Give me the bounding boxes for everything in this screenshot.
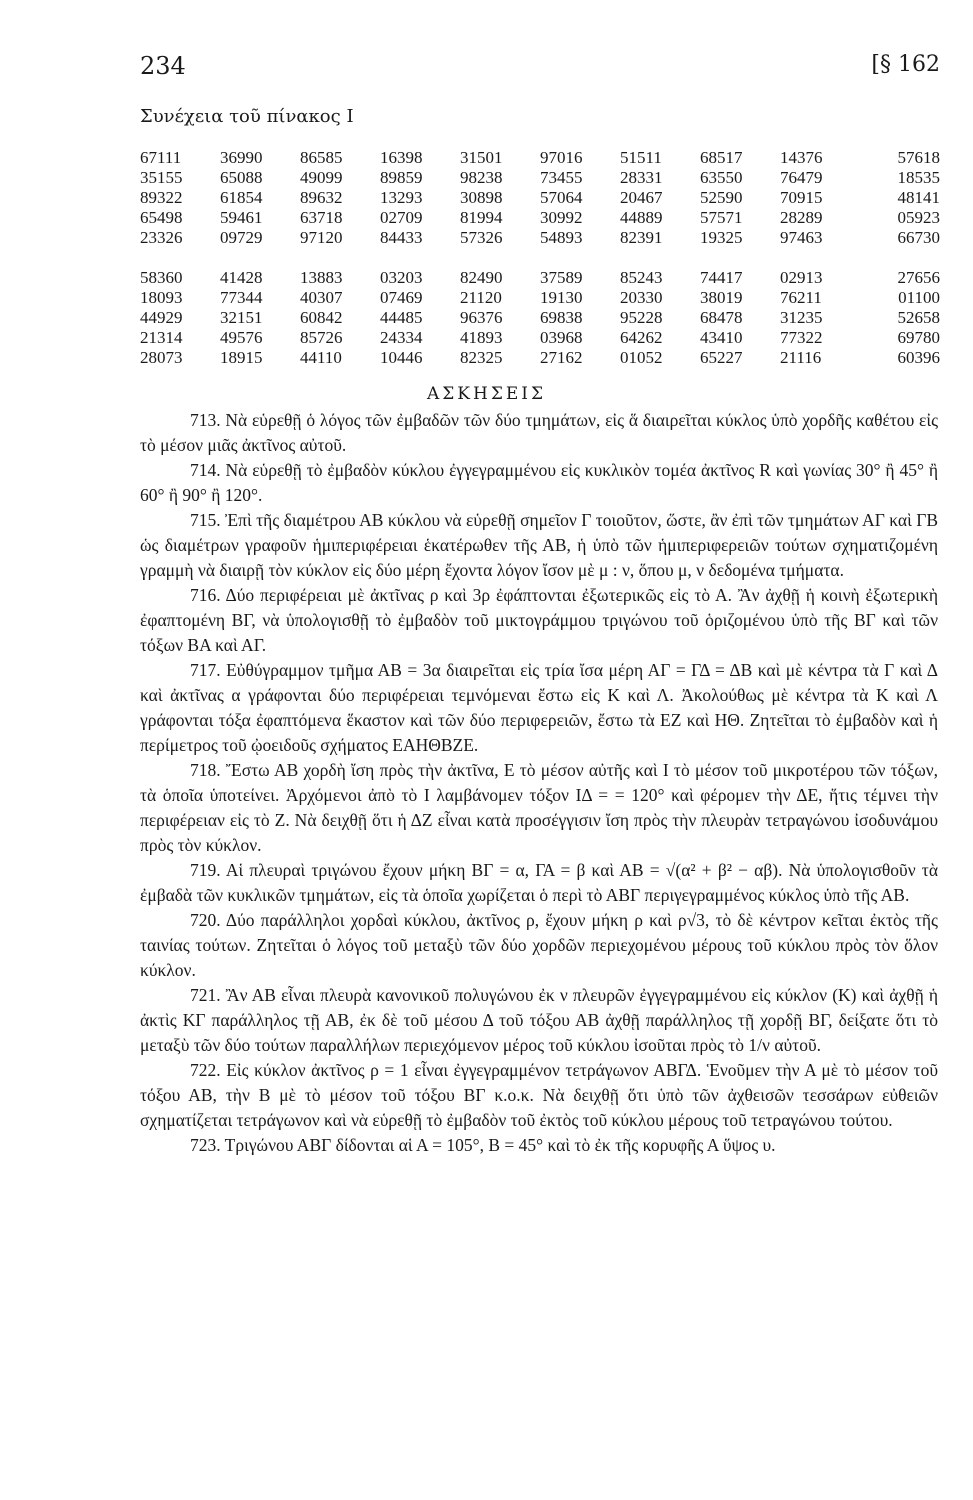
table-cell: 20467 [620,188,663,207]
table-cell: 51511 [620,148,662,167]
table-cell: 43410 [700,328,743,347]
exercise-721: 721. Ἂν ΑΒ εἶναι πλευρὰ κανονικοῦ πολυγώνου ἐκ ν πλευρῶν ἐγγεγραμμένου εἰς κύκλον (Κ) καὶ ἀχθῇ ἡ ἀκτὶς ΚΓ παράλληλος τῇ ΑΒ, ἐκ δὲ τοῦ μέσου Δ τοῦ τόξου ΑΒ ἀχθῇ παράλληλος τῇ χορδῇ ΒΓ, δείξατε ὅτι τὸ μεταξὺ τῶν δύο τούτων παραλλήλων περιεχόμενον μέρος τοῦ κύκλου ἰσοῦται πρὸς τὸ 1/ν αὐτοῦ. [140,985,938,1055]
table-cell: 89859 [380,168,423,187]
table-cell: 36990 [220,148,263,167]
table-cell: 14376 [780,148,823,167]
table-cell: 27162 [540,348,583,367]
table-cell: 84433 [380,228,423,247]
table-cell: 95228 [620,308,663,327]
table-cell: 60396 [897,348,940,367]
table-cell: 02913 [780,268,823,287]
table-cell: 18535 [897,168,940,187]
table-cell: 02709 [380,208,423,227]
table-cell: 69838 [540,308,583,327]
table-cell: 16398 [380,148,423,167]
table-cell: 31235 [780,308,823,327]
table-cell: 68517 [700,148,743,167]
table-cell: 13883 [300,268,343,287]
table-cell: 65498 [140,208,183,227]
table-cell: 73455 [540,168,583,187]
table-cell: 65088 [220,168,263,187]
table-cell: 57618 [897,148,940,167]
table-cell: 01052 [620,348,663,367]
table-cell: 85243 [620,268,663,287]
random-number-table-block-2 [140,268,940,368]
table-cell: 54893 [540,228,583,247]
table-cell: 35155 [140,168,183,187]
table-cell: 18915 [220,348,263,367]
table-cell: 13293 [380,188,423,207]
table-cell: 82490 [460,268,503,287]
table-cell: 65227 [700,348,743,367]
table-cell: 19325 [700,228,743,247]
table-cell: 31501 [460,148,503,167]
table-cell: 82391 [620,228,663,247]
table-cell: 57571 [700,208,743,227]
table-cell: 89632 [300,188,343,207]
table-row [140,328,940,348]
exercise-720: 720. Δύο παράλληλοι χορδαὶ κύκλου, ἀκτῖνος ρ, ἔχουν μήκη ρ καὶ ρ√3, τὸ δὲ κέντρον κεῖται ἐκτὸς τῆς ταινίας τούτων. Ζητεῖται ὁ λόγος τοῦ μεταξὺ τῶν δύο χορδῶν περιεχομένου μέρους τοῦ κύκλου πρὸς τὸν ὅλον κύκλον. [140,910,938,980]
table-row [140,208,940,228]
exercise-719: 719. Αἱ πλευραὶ τριγώνου ἔχουν μήκη ΒΓ = α, ΓΑ = β καὶ ΑΒ = √(α² + β² − αβ). Νὰ ὑπολογισθοῦν τὰ ἐμβαδὰ τῶν κυκλικῶν τμημάτων, εἰς τὰ ὁποῖα χωρίζεται ὁ περὶ τὸ ΑΒΓ περιγεγραμμένος κύκλος ὑπὸ τῆς ΑΒ. [140,860,938,905]
exercises-list [140,408,938,1158]
table-cell: 28331 [620,168,663,187]
exercise-722: 722. Εἰς κύκλον ἀκτῖνος ρ = 1 εἶναι ἐγγεγραμμένον τετράγωνον ΑΒΓΔ. Ἑνοῦμεν τὴν Α μὲ τὸ μέσον τοῦ τόξου ΑΒ, τὴν Β μὲ τὸ μέσον τοῦ τόξου ΒΓ κ.ο.κ. Νὰ δειχθῇ ὅτι ὑπὸ τῶν ἀχθεισῶν τεσσάρων εὐθειῶν σχηματίζεται τετράγωνον καὶ νὰ εὑρεθῇ τὸ ἐμβαδὸν τοῦ ἐκτὸς τοῦ κύκλου μέρους τοῦ τετραγώνου τούτου. [140,1060,938,1130]
table-cell: 96376 [460,308,503,327]
exercise-723: 723. Τριγώνου ΑΒΓ δίδονται αἱ Α = 105°, Β = 45° καὶ τὸ ἐκ τῆς κορυφῆς Α ὕψος υ. [190,1135,776,1155]
table-cell: 77344 [220,288,263,307]
table-cell: 49576 [220,328,263,347]
table-title: Συνέχεια τοῦ πίνακος I [140,106,354,127]
table-cell: 63718 [300,208,343,227]
table-cell: 52658 [897,308,940,327]
table-cell: 58360 [140,268,183,287]
table-cell: 10446 [380,348,423,367]
table-row [140,268,940,288]
table-cell: 69780 [897,328,940,347]
exercises-heading: ΑΣΚΗΣΕΙΣ [427,384,546,404]
table-cell: 63550 [700,168,743,187]
exercise-717: 717. Εὐθύγραμμον τμῆμα ΑΒ = 3α διαιρεῖται εἰς τρία ἴσα μέρη ΑΓ = ΓΔ = ΔΒ καὶ μὲ κέντρα τὰ Γ καὶ Δ καὶ ἀκτῖνας α γράφονται δύο περιφέρειαι τεμνόμεναι ἔστω εἰς Κ καὶ Λ. Ἀκολούθως μὲ κέντρα τὰ Κ καὶ Λ γράφονται τόξα ἐφαπτόμενα ἕκαστον καὶ τῶν δύο περιφερειῶν, ἔστω τὰ ΕΖ καὶ ΗΘ. Ζητεῖται τὸ ἐμβαδὸν καὶ ἡ περίμετρος τοῦ ᾠοειδοῦς σχήματος ΕΑΗΘΒΖΕ. [140,660,938,755]
table-cell: 81994 [460,208,503,227]
table-row [140,348,940,368]
page-number: 234 [140,52,186,80]
table-cell: 32151 [220,308,263,327]
table-cell: 30992 [540,208,583,227]
section-marker: [§ 162 [871,52,940,77]
table-cell: 09729 [220,228,263,247]
exercise-718: 718. Ἔστω ΑΒ χορδὴ ἴση πρὸς τὴν ἀκτῖνα, Ε τὸ μέσον αὐτῆς καὶ Ι τὸ μέσον τοῦ μικροτέρου τῶν τόξων, τὰ ὁποῖα ὑποτείνει. Ἀρχόμενοι ἀπὸ τὸ Ι λαμβάνομεν τόξον ΙΔ = = 120° καὶ φέρομεν τὴν ΔΕ, ἥτις τέμνει τὴν περιφέρειαν εἰς τὸ Ζ. Νὰ δειχθῇ ὅτι ἡ ΔΖ εἶναι κατὰ προσέγγισιν ἴση πρὸς τὴν πλευρὰν τετραγώνου ἰσοδυνάμου πρὸς τὸν κύκλον. [140,760,938,855]
table-cell: 68478 [700,308,743,327]
table-cell: 24334 [380,328,423,347]
table-row [140,228,940,248]
table-cell: 03968 [540,328,583,347]
table-cell: 57064 [540,188,583,207]
table-cell: 44889 [620,208,663,227]
table-cell: 76211 [780,288,822,307]
table-cell: 28073 [140,348,183,367]
exercise-714: 714. Νὰ εὑρεθῇ τὸ ἐμβαδὸν κύκλου ἐγγεγραμμένου εἰς κυκλικὸν τομέα ἀκτῖνος R καὶ γωνίας 30° ἢ 45° ἢ 60° ἢ 90° ἢ 120°. [140,460,938,505]
table-cell: 66730 [897,228,940,247]
table-cell: 38019 [700,288,743,307]
table-cell: 61854 [220,188,263,207]
random-number-table-block-1 [140,148,940,248]
table-row [140,148,940,168]
exercise-713: 713. Νὰ εὑρεθῇ ὁ λόγος τῶν ἐμβαδῶν τῶν δύο τμημάτων, εἰς ἅ διαιρεῖται κύκλος ὑπὸ χορδῆς καθέτου εἰς τὸ μέσον μιᾶς ἀκτῖνος αὐτοῦ. [140,410,938,455]
table-cell: 86585 [300,148,343,167]
table-cell: 48141 [897,188,940,207]
table-cell: 98238 [460,168,503,187]
exercise-715: 715. Ἐπὶ τῆς διαμέτρου ΑΒ κύκλου νὰ εὑρεθῇ σημεῖον Γ τοιοῦτον, ὥστε, ἂν ἐπὶ τῶν τμημάτων ΑΓ καὶ ΓΒ ὡς διαμέτρων γραφοῦν ἡμιπεριφέρειαι ἑκατέρωθεν τῆς ΑΒ, ἡ ὑπὸ τῶν ἡμιπεριφερειῶν τούτων σχηματιζομένη γραμμὴ νὰ διαιρῇ τὸν κύκλον εἰς δύο μέρη ἔχοντα λόγον ἴσον μὲ μ : ν, ὅπου μ, ν δεδομένα τμήματα. [140,510,938,580]
table-cell: 37589 [540,268,583,287]
table-cell: 30898 [460,188,503,207]
table-cell: 21120 [460,288,502,307]
table-row [140,288,940,308]
table-cell: 85726 [300,328,343,347]
table-cell: 07469 [380,288,423,307]
table-cell: 44110 [300,348,342,367]
table-cell: 57326 [460,228,503,247]
table-cell: 19130 [540,288,583,307]
table-cell: 59461 [220,208,263,227]
table-cell: 23326 [140,228,183,247]
table-cell: 21314 [140,328,183,347]
table-row [140,188,940,208]
table-cell: 76479 [780,168,823,187]
table-cell: 21116 [780,348,822,367]
table-cell: 89322 [140,188,183,207]
table-cell: 49099 [300,168,343,187]
table-cell: 03203 [380,268,423,287]
table-cell: 41893 [460,328,503,347]
table-cell: 74417 [700,268,743,287]
table-row [140,308,940,328]
table-cell: 82325 [460,348,503,367]
table-cell: 52590 [700,188,743,207]
exercise-716: 716. Δύο περιφέρειαι μὲ ἀκτῖνας ρ καὶ 3ρ ἐφάπτονται ἐξωτερικῶς εἰς τὸ Α. Ἂν ἀχθῇ ἡ κοινὴ ἐξωτερικὴ ἐφαπτομένη ΒΓ, νὰ ὑπολογισθῇ τὸ ἐμβαδὸν τοῦ μικτογράμμου τριγώνου τοῦ ὁριζομένου ὑπὸ τῆς ΒΓ καὶ τῶν τόξων ΒΑ καὶ ΑΓ. [140,585,938,655]
table-cell: 18093 [140,288,183,307]
table-cell: 77322 [780,328,823,347]
table-cell: 97016 [540,148,583,167]
table-cell: 27656 [897,268,940,287]
table-cell: 20330 [620,288,663,307]
table-cell: 01100 [898,288,940,307]
table-cell: 05923 [897,208,940,227]
table-cell: 70915 [780,188,823,207]
table-cell: 60842 [300,308,343,327]
table-cell: 44485 [380,308,423,327]
table-row [140,168,940,188]
table-cell: 67111 [140,148,182,167]
table-cell: 64262 [620,328,663,347]
table-cell: 28289 [780,208,823,227]
table-cell: 97120 [300,228,343,247]
table-cell: 41428 [220,268,263,287]
table-cell: 44929 [140,308,183,327]
table-cell: 40307 [300,288,343,307]
table-cell: 97463 [780,228,823,247]
page-header [140,52,940,88]
